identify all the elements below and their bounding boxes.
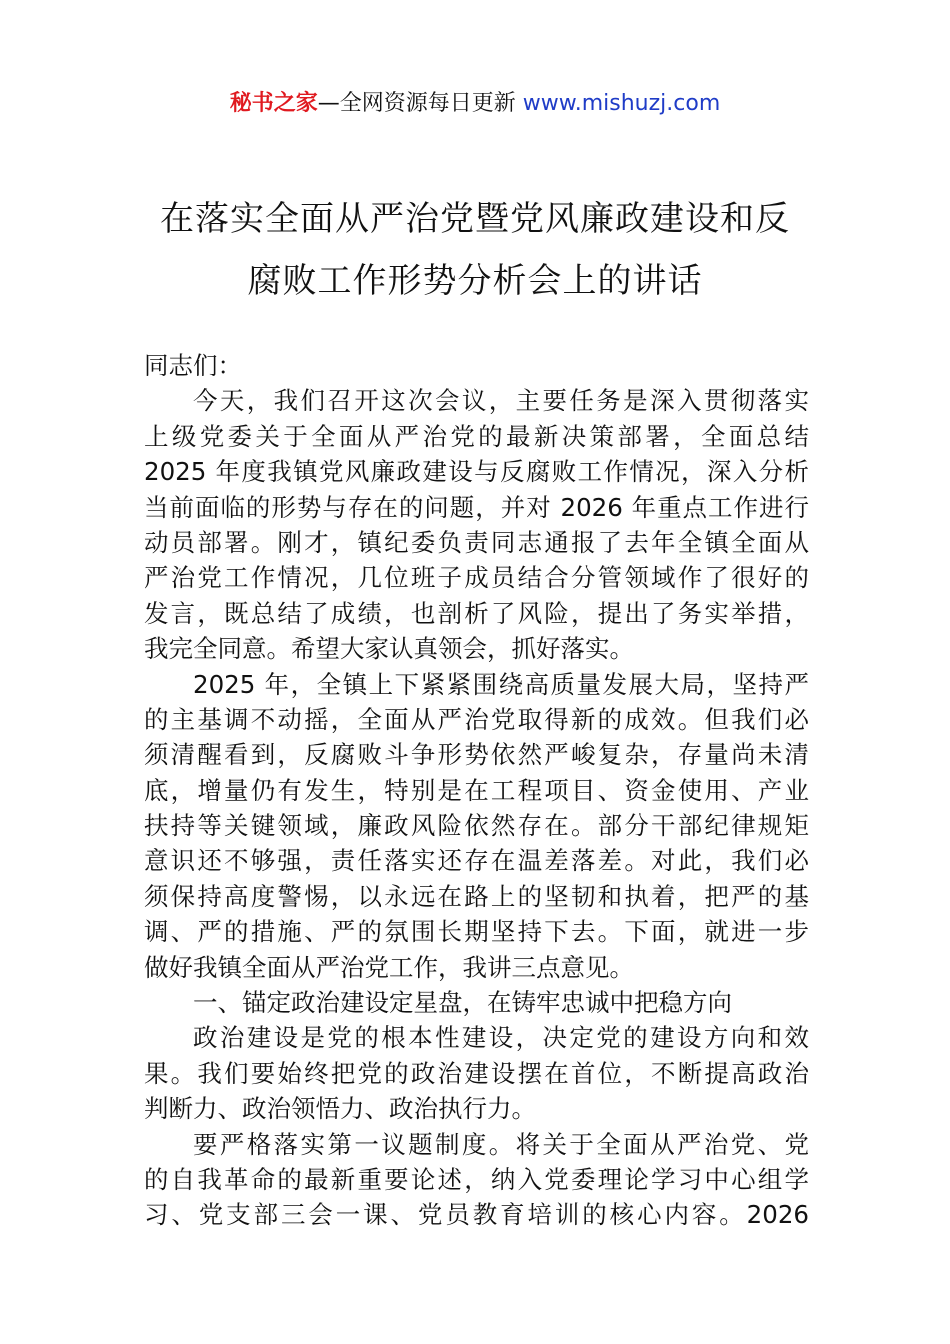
text-line: 要严格落实第一议题制度。将关于全面从严治党、党 (193, 1129, 809, 1159)
salutation: 同志们： (144, 351, 242, 380)
title-line-2: 腐败工作形势分析会上的讲话 (247, 261, 703, 301)
text-line: 发言，既总结了成绩，也剖析了风险，提出了务实举措， (144, 598, 809, 628)
text-line: 当前面临的形势与存在的问题，并对 2026 年重点工作进行 (144, 492, 809, 522)
text-line: 须清醒看到，反腐败斗争形势依然严峻复杂，存量尚未清 (144, 740, 809, 770)
text-line: 习、党支部三会一课、党员教育培训的核心内容。2026 (144, 1200, 809, 1230)
document-title (100, 188, 850, 312)
text-line: 判断力、政治领悟力、政治执行力。 (144, 1094, 536, 1124)
text-line: 调、严的措施、严的氛围长期坚持下去。下面，就进一步 (144, 917, 809, 947)
text-line: 今天，我们召开这次会议，主要任务是深入贯彻落实 (193, 386, 809, 416)
text-line: 的自我革命的最新重要论述，纳入党委理论学习中心组学 (144, 1164, 809, 1194)
site-header (0, 88, 950, 120)
text-line: 2025 年度我镇党风廉政建设与反腐败工作情况，深入分析 (144, 457, 809, 487)
text-line: 我完全同意。希望大家认真领会，抓好落实。 (144, 634, 634, 664)
text-line: 政治建设是党的根本性建设，决定党的建设方向和效 (193, 1023, 809, 1053)
text-line: 严治党工作情况，几位班子成员结合分管领域作了很好的 (144, 563, 809, 593)
text-line: 果。我们要始终把党的政治建设摆在首位，不断提高政治 (144, 1058, 809, 1088)
site-tagline: —全网资源每日更新 (317, 91, 523, 116)
site-url-link[interactable]: www.mishuzj.com (522, 91, 721, 116)
text-line: 做好我镇全面从严治党工作，我讲三点意见。 (144, 952, 634, 982)
text-line: 须保持高度警惕，以永远在路上的坚韧和执着，把严的基 (144, 881, 809, 911)
document-body (144, 348, 809, 1233)
text-line: 2025 年，全镇上下紧紧围绕高质量发展大局，坚持严 (193, 669, 809, 699)
text-line: 扶持等关键领域，廉政风险依然存在。部分干部纪律规矩 (144, 811, 809, 841)
text-line: 意识还不够强，责任落实还存在温差落差。对此，我们必 (144, 846, 809, 876)
text-line: 的主基调不动摇，全面从严治党取得新的成效。但我们必 (144, 704, 809, 734)
text-line: 底，增量仍有发生，特别是在工程项目、资金使用、产业 (144, 775, 809, 805)
section-heading: 一、锚定政治建设定星盘，在铸牢忠诚中把稳方向 (193, 988, 732, 1018)
text-line: 动员部署。刚才，镇纪委负责同志通报了去年全镇全面从 (144, 527, 809, 557)
site-brand: 秘书之家 (229, 91, 318, 116)
text-line: 上级党委关于全面从严治党的最新决策部署，全面总结 (144, 421, 809, 451)
title-line-1: 在落实全面从严治党暨党风廉政建设和反 (160, 199, 790, 239)
